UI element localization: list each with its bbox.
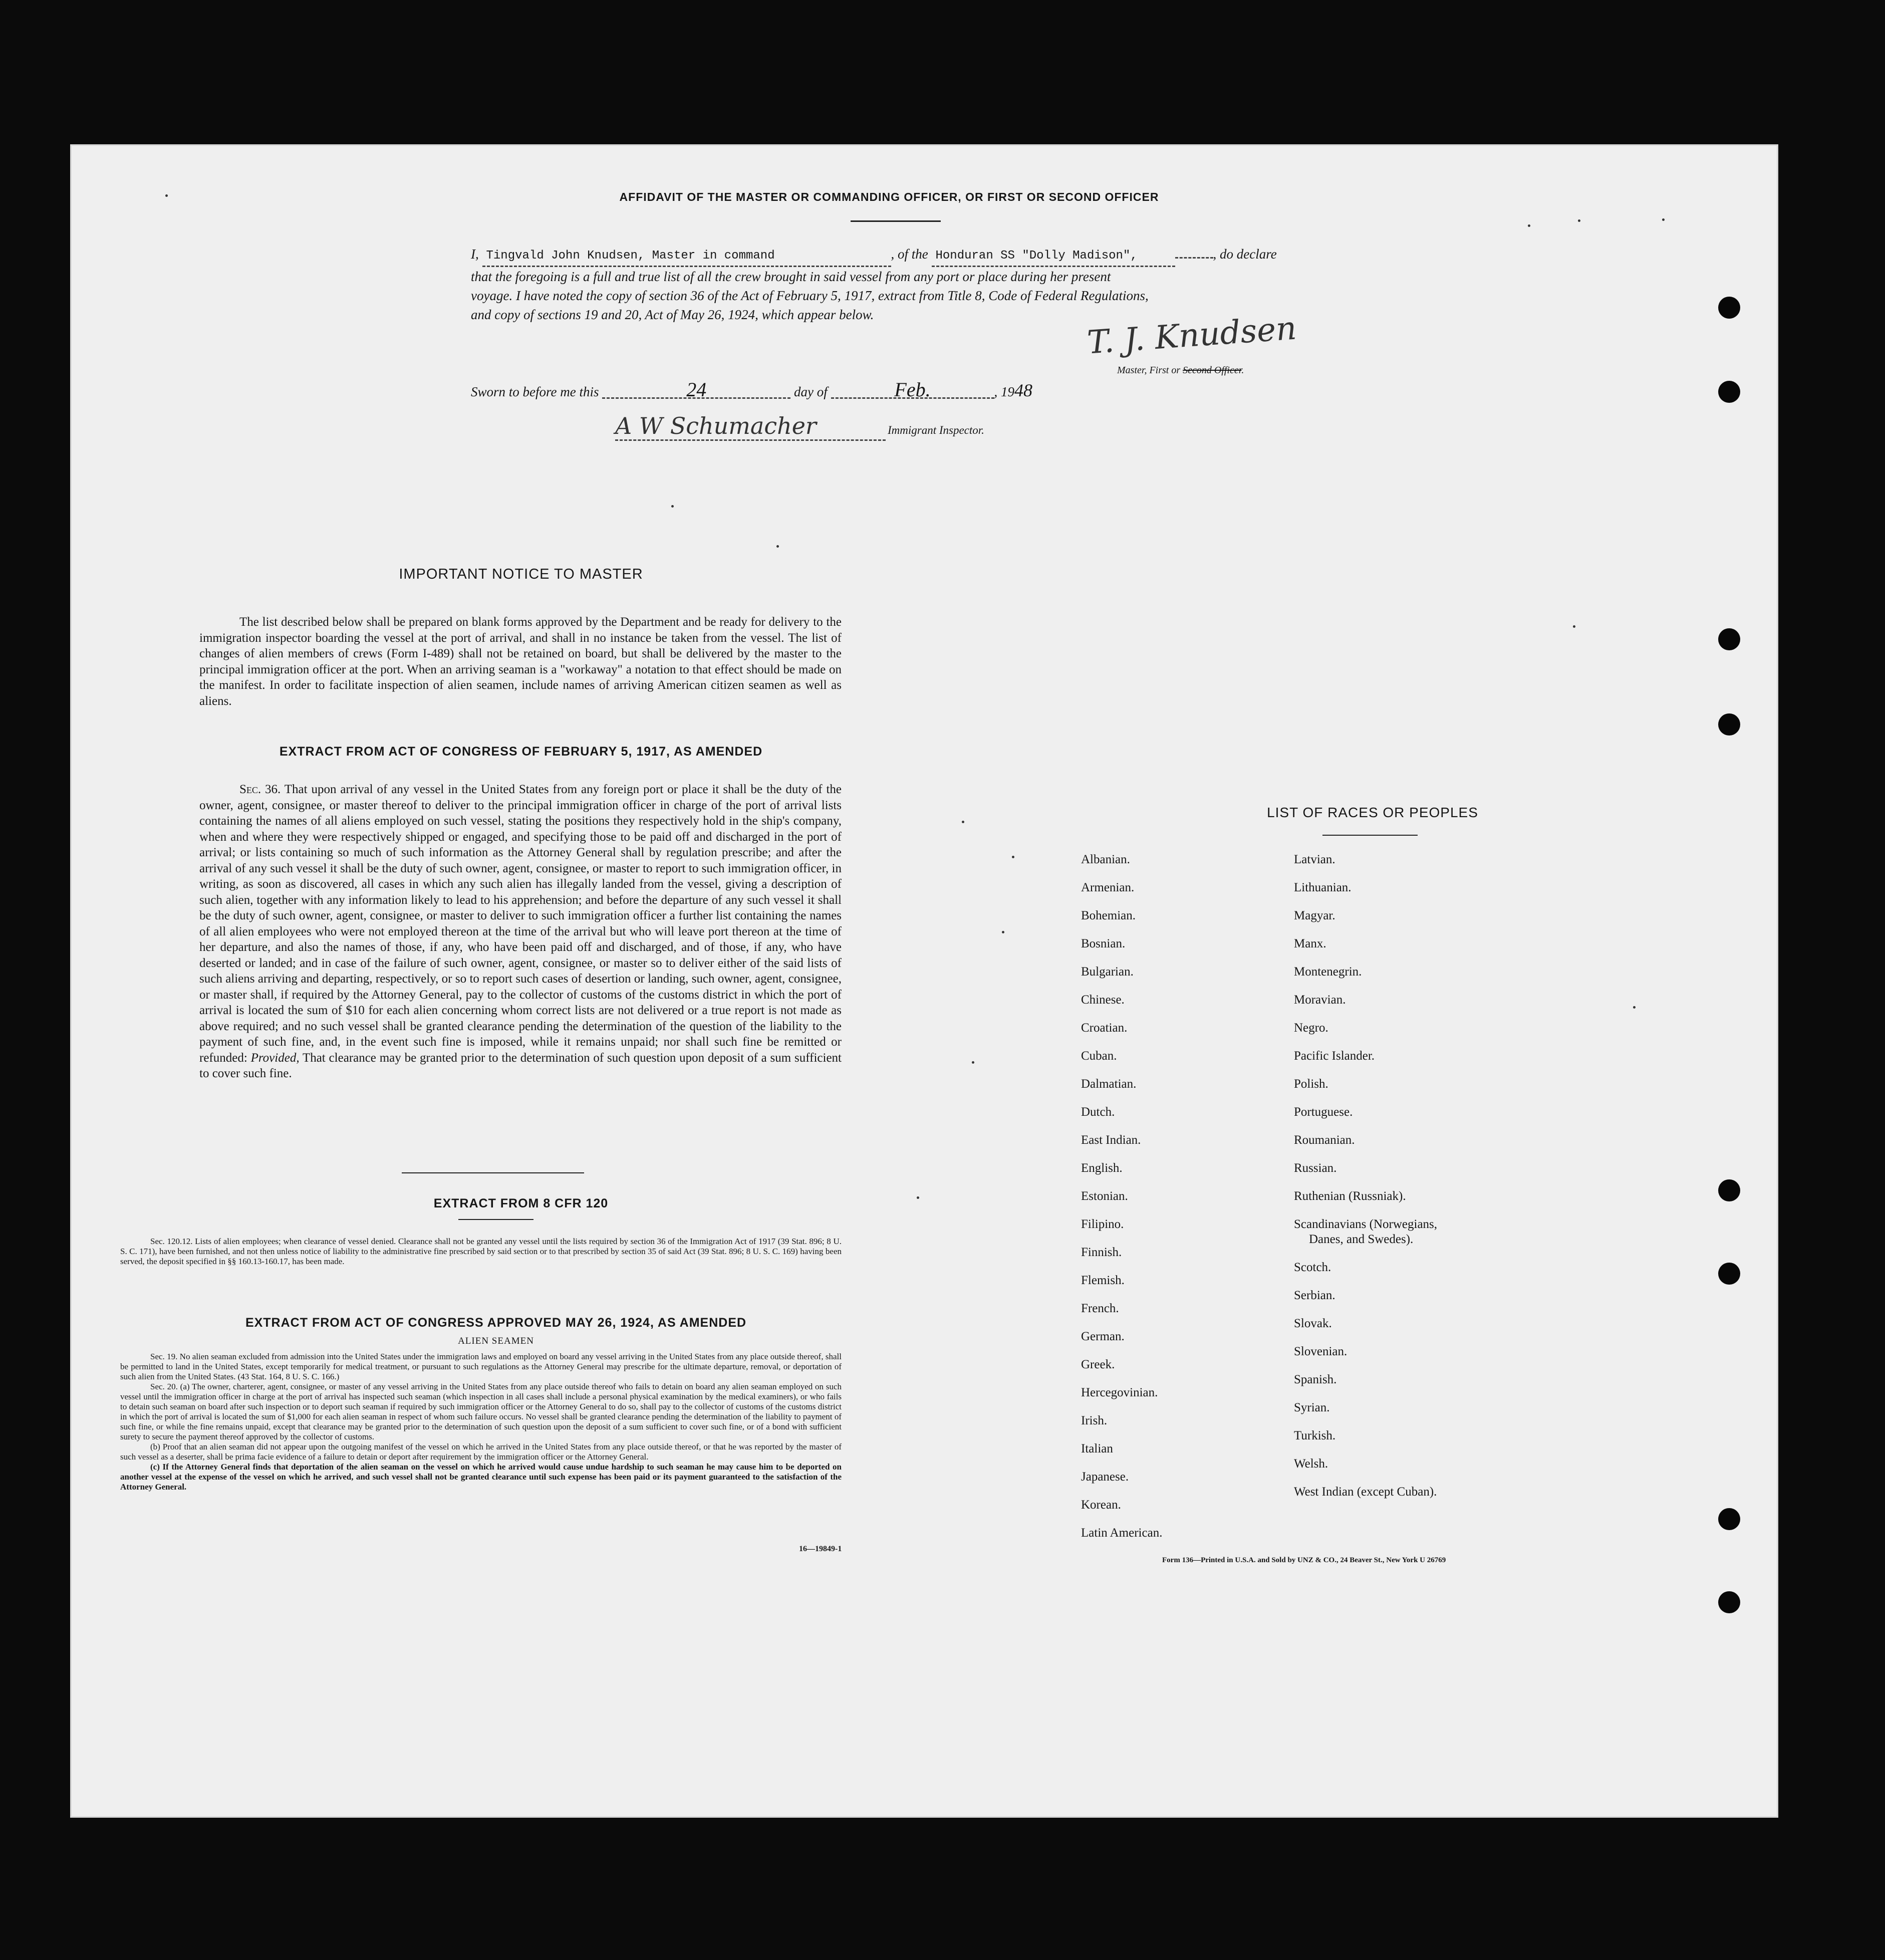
race-item: Cuban. — [1081, 1049, 1117, 1063]
document-page — [70, 144, 1778, 1818]
affidavit-declaration — [471, 244, 1443, 324]
inspector-line — [615, 412, 984, 441]
sec-19-text: Sec. 19. No alien seaman excluded from admission into the United States under the immigration laws and employed on board any vessel arriving in the United States from any place outside thereof, shall be permitted to land in the United States, except temporarily for medical treatment, or pursuant to such regulations as the Attorney General may prescribe for the ultimate departure, removal, or deportation of such alien from the United States. (43 Stat. 164, 8 U. S. C. 166.) — [120, 1352, 842, 1381]
notice-text: The list described below shall be prepared on blank forms approved by the Department and be ready for delivery to the immigration inspector boarding the vessel at the port of arrival, and shall in no instance be taken from the vessel. The list of changes of alien members of crews (Form I-489) shall not be retained on board, but shall be delivered by the master to the principal immigration officer at the port. When an arriving seaman is a "workaway" a notation to that effect should be made on the manifest. In order to facilitate inspection of alien seamen, include names of arriving American citizen seamen as well as aliens. — [199, 615, 842, 708]
race-item: Manx. — [1294, 937, 1326, 950]
race-item: Chinese. — [1081, 993, 1125, 1007]
sec-20b-text: (b) Proof that an alien seaman did not appear upon the outgoing manifest of the vessel on which he arrived in the United States from any place outside thereof, or that he was reported by the master of such vessel as a deserter, shall be prima facie evidence of a failure to detain or deport after requirement by the immigration officer or the Attorney General. — [120, 1442, 842, 1461]
sworn-month-field[interactable]: Feb. — [831, 382, 994, 399]
race-item: Irish. — [1081, 1414, 1108, 1427]
race-item: Armenian. — [1081, 881, 1135, 894]
race-item: Moravian. — [1294, 993, 1346, 1007]
scan-speck — [1573, 625, 1575, 628]
race-item: Lithuanian. — [1294, 881, 1352, 894]
cfr-text: Sec. 120.12. Lists of alien employees; when clearance of vessel denied. Clearance shall not be granted any vessel until the lists required by section 36 of the Immigration Act of 1917 (39 Stat. 896; 8 U. S. C. 171), have been furnished, and not then unless notice of liability to the administrative fine prescribed by said section or to that prescribed by section 35 of said Act (39 Stat. 896; 8 U. S. C. 169) having been served, the deposit specified in §§ 160.13-160.17, has been made. — [120, 1237, 842, 1266]
race-item: Japanese. — [1081, 1470, 1129, 1484]
race-item: Syrian. — [1294, 1401, 1330, 1414]
race-item: Finnish. — [1081, 1246, 1122, 1259]
race-item: West Indian (except Cuban). — [1294, 1485, 1437, 1499]
binder-hole — [1718, 1179, 1740, 1201]
races-title: LIST OF RACES OR PEOPLES — [1267, 805, 1478, 820]
race-item: Bohemian. — [1081, 909, 1136, 922]
master-caption — [1117, 365, 1244, 376]
race-item: French. — [1081, 1302, 1119, 1315]
race-item: Latin American. — [1081, 1526, 1163, 1540]
extract-1917-title: EXTRACT FROM ACT OF CONGRESS OF FEBRUARY 5, 1917, AS AMENDED — [279, 745, 763, 759]
sec-36-text: That upon arrival of any vessel in the United States from any foreign port or place it shall be the duty of the owner, agent, consignee, or master thereof to deliver to the principal immigration officer in charge of the port of arrival lists containing the names of all aliens employed on such vessel, stating the positions they respectively hold in the ship's company, when and where they were respectively shipped or engaged, and specifying those to be paid off and discharged in the port of arrival; or lists containing so much of such information as the Attorney General shall by regulation prescribe; and after the arrival of any such vessel it shall be the duty of such owner, agent, consignee, or master to report to such immigration officer, in writing, as soon as discovered, all cases in which any such alien has illegally landed from the vessel, giving a description of such alien, together with any information likely to lead to his apprehension; and before the departure of any such vessel it shall be the duty of such owner, agent, consignee, or master to deliver to such immigration officer a further list containing the names of all alien employees who were not employed thereon at the time of the arrival but who will leave port thereon at the time of her departure, and also the names of those, if any, who have been paid off and discharged, and of those, if any, who have deserted or landed; and in case of the failure of such owner, agent, consignee, or master so to deliver either of the said lists of such aliens arriving and departing, respectively, or so to report such cases of desertion or landing, such owner, agent, consignee, or master shall, if required by the Attorney General, pay to the collector of customs of the customs district in which the port of arrival is located the sum of $10 for each alien concerning whom correct lists are not delivered or a true report is not made as above required; and no such vessel shall be granted clearance pending the determination of the question of the liability to the payment of such fine, and, in the event such fine is imposed, while it remains unpaid; nor shall such fine be remitted or refunded: — [199, 783, 842, 1065]
master-name-field[interactable]: Tingvald John Knudsen, Master in command — [482, 247, 891, 267]
race-item: Italian — [1081, 1442, 1113, 1455]
race-item: Russian. — [1294, 1161, 1337, 1175]
races-right-column — [1294, 846, 1437, 1506]
race-item: Pacific Islander. — [1294, 1049, 1375, 1063]
year-prefix: , 19 — [994, 384, 1014, 399]
sworn-day-field[interactable]: 24 — [602, 382, 790, 399]
binder-hole — [1718, 713, 1740, 736]
declaration-line-4: and copy of sections 19 and 20, Act of May 26, 1924, which appear below. — [471, 307, 874, 322]
scan-speck — [972, 1061, 974, 1064]
master-caption-prefix: Master, First or — [1117, 365, 1181, 376]
race-item: Polish. — [1294, 1077, 1328, 1091]
race-item: Ruthenian (Russniak). — [1294, 1189, 1406, 1203]
extract-1924-text — [120, 1352, 842, 1492]
sec-20a-text: Sec. 20. (a) The owner, charterer, agent, consignee, or master of any vessel arriving in the United States from any place outside thereof who fails to detain on board any alien seaman employed on such vessel until the immigration officer in charge at the port of arrival has inspected such seaman (which inspection in all cases shall include a personal physical examination by the medical examiners), or who fails to detain such seaman on board after such inspection or to deport such seaman if required by such immigration officer or the Attorney General to do so, shall pay to the collector of customs of the customs district in which the port of arrival is located the sum of $1,000 for each alien seaman in respect of whom such failure occurs. No vessel shall be granted clearance pending the determination of the liability to payment of such fine, or while the fine remains unpaid, except that clearance may be granted prior to the determination of such question upon the deposit of a sum sufficient to cover such fine, or of a bond with sufficient surety to secure the payment thereof approved by the collector of customs. — [120, 1382, 842, 1441]
master-caption-suffix: . — [1241, 365, 1244, 376]
race-item: Dutch. — [1081, 1105, 1115, 1119]
race-item: Slovenian. — [1294, 1345, 1348, 1358]
scan-speck — [1662, 218, 1665, 221]
scan-speck — [1633, 1006, 1636, 1009]
extract-1924-title: EXTRACT FROM ACT OF CONGRESS APPROVED MAY 26, 1924, AS AMENDED — [245, 1316, 747, 1330]
inspector-caption: Immigrant Inspector. — [888, 424, 984, 436]
race-item: Hercegovinian. — [1081, 1386, 1158, 1399]
race-item: Estonian. — [1081, 1189, 1128, 1203]
races-left-column — [1081, 846, 1162, 1547]
binder-hole — [1718, 1263, 1740, 1285]
race-item: Bulgarian. — [1081, 965, 1134, 978]
sec-20c-text: (c) If the Attorney General finds that deportation of the alien seaman on the vessel on which he arrived would cause undue hardship to such seaman he may cause him to be deported on another vessel at the expense of the vessel on which he arrived, and such vessel shall not be granted clearance until such expense has been paid or its payment guaranteed to the satisfaction of the Attorney General. — [120, 1462, 842, 1492]
day-of-label: day of — [794, 384, 828, 399]
race-item: Flemish. — [1081, 1274, 1125, 1287]
race-item: Roumanian. — [1294, 1133, 1355, 1147]
race-item: Welsh. — [1294, 1457, 1328, 1471]
extract-1917-rule — [402, 1172, 584, 1173]
notice-title: IMPORTANT NOTICE TO MASTER — [399, 566, 643, 582]
race-item: Negro. — [1294, 1021, 1328, 1035]
sec-36-proviso: That clearance may be granted prior to the determination of such question upon deposit of a sum sufficient to cover such fine. — [199, 1051, 842, 1080]
race-item: Slovak. — [1294, 1317, 1332, 1330]
cfr-title: EXTRACT FROM 8 CFR 120 — [433, 1196, 609, 1210]
binder-hole — [1718, 1508, 1740, 1530]
race-item: Spanish. — [1294, 1373, 1337, 1386]
race-item: Portuguese. — [1294, 1105, 1353, 1119]
declaration-line-3: voyage. I have noted the copy of section 36 of the Act of February 5, 1917, extract from Title 8, Code of Federal Regulations, — [471, 288, 1149, 303]
race-item: Scandinavians (Norwegians, — [1294, 1217, 1438, 1231]
scan-speck — [962, 821, 964, 823]
race-item: Serbian. — [1294, 1289, 1335, 1302]
binder-hole — [1718, 381, 1740, 403]
binder-hole — [1718, 1591, 1740, 1613]
binder-hole — [1718, 628, 1740, 650]
race-item: Albanian. — [1081, 853, 1130, 866]
master-signature: T. J. Knudsen — [1086, 310, 1298, 362]
sworn-line — [471, 380, 1032, 401]
scan-speck — [671, 505, 674, 508]
scan-speck — [1528, 224, 1530, 227]
races-title-rule — [1322, 835, 1418, 836]
race-item: Bosnian. — [1081, 937, 1126, 950]
scan-speck — [917, 1196, 919, 1199]
vessel-name-field[interactable]: Honduran SS "Dolly Madison", — [932, 247, 1175, 267]
scan-speck — [1578, 219, 1580, 222]
extract-1917-text — [199, 782, 842, 1082]
race-item: English. — [1081, 1161, 1123, 1175]
sworn-label: Sworn to before me this — [471, 384, 599, 399]
race-item: Greek. — [1081, 1358, 1115, 1371]
affidavit-title-rule — [851, 220, 941, 222]
sec-36-label: Sec. 36. — [239, 783, 281, 796]
scan-speck — [1002, 931, 1004, 933]
master-caption-struck: Second Officer — [1183, 365, 1242, 376]
printer-footer: Form 136—Printed in U.S.A. and Sold by UNZ & CO., 24 Beaver St., New York U 26769 — [1162, 1556, 1446, 1564]
binder-hole — [1718, 297, 1740, 319]
declaration-line-2: that the foregoing is a full and true list of all the crew brought in said vessel from any port or place during her present — [471, 269, 1111, 284]
race-item: Turkish. — [1294, 1429, 1336, 1442]
race-item: Korean. — [1081, 1498, 1121, 1512]
scan-speck — [1012, 856, 1014, 858]
race-item: Croatian. — [1081, 1021, 1128, 1035]
race-item: Montenegrin. — [1294, 965, 1362, 978]
cfr-title-rule — [458, 1219, 533, 1220]
race-item: Magyar. — [1294, 909, 1335, 922]
race-item: Dalmatian. — [1081, 1077, 1137, 1091]
race-item: Latvian. — [1294, 853, 1335, 866]
race-item: Scotch. — [1294, 1261, 1331, 1274]
do-declare-label: , do declare — [1213, 247, 1277, 262]
scan-speck — [165, 194, 168, 197]
inspector-signature: A W Schumacher — [615, 412, 886, 441]
of-the-label: , of the — [891, 247, 928, 262]
form-number: 16—19849-1 — [799, 1545, 842, 1553]
scan-speck — [776, 545, 779, 548]
vessel-blank-extension — [1175, 257, 1213, 259]
race-item: East Indian. — [1081, 1133, 1141, 1147]
race-item: German. — [1081, 1330, 1125, 1343]
affidavit-title: AFFIDAVIT OF THE MASTER OR COMMANDING OFFICER, OR FIRST OR SECOND OFFICER — [619, 190, 1159, 203]
sworn-year-field[interactable]: 48 — [1014, 380, 1032, 400]
race-item: Filipino. — [1081, 1217, 1124, 1231]
race-item: Danes, and Swedes). — [1309, 1233, 1414, 1246]
provided-label: Provided, — [250, 1051, 300, 1065]
alien-seamen-subtitle: ALIEN SEAMEN — [458, 1336, 534, 1346]
i-label: I, — [471, 247, 479, 262]
